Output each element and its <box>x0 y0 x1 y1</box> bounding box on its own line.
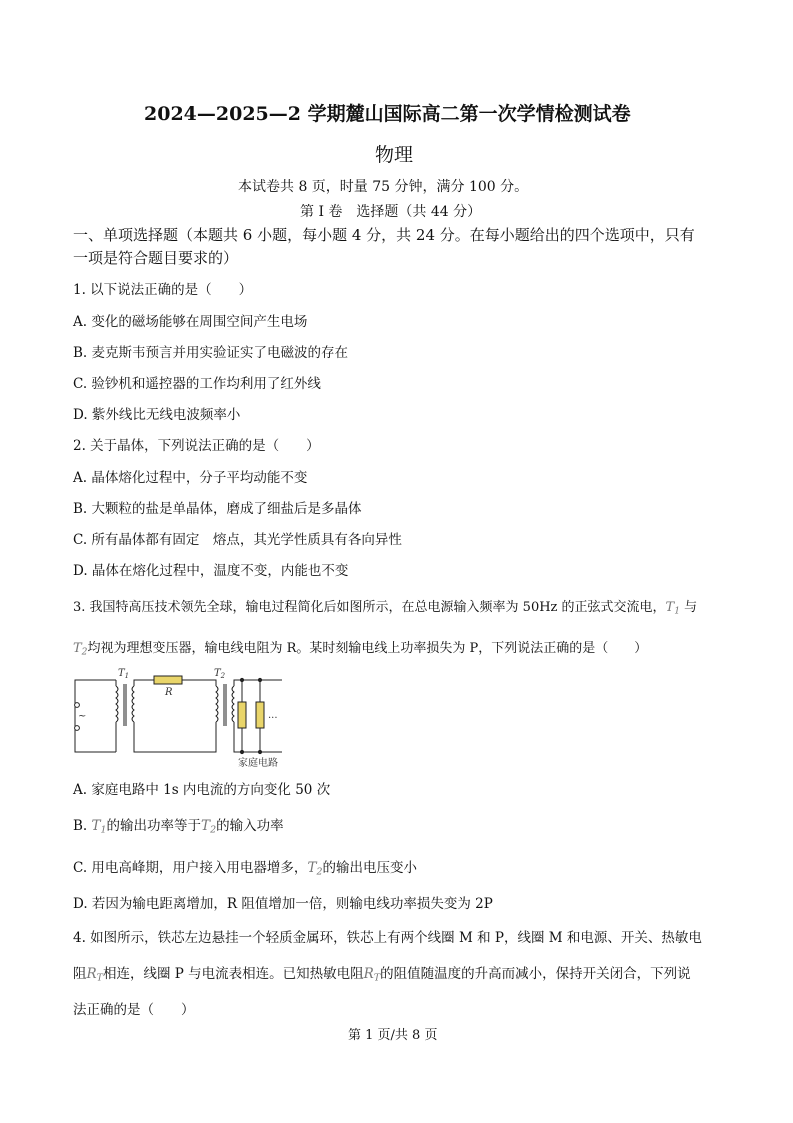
question-3-stem1-end: 与 <box>684 600 698 615</box>
question-3-option-b: B. $T_1$的输出功率等于$T_2$的输入功率 <box>73 818 284 836</box>
exam-info: 本试卷共 8 页，时量 75 分钟，满分 100 分。 <box>238 179 529 195</box>
exam-title: 2024—2025—2 学期麓山国际高二第一次学情检测试卷 <box>144 103 631 125</box>
question-3-option-a: A. 家庭电路中 1s 内电流的方向变化 50 次 <box>73 782 331 798</box>
question-3-option-d: D. 若因为输电距离增加，R 阻值增加一倍，则输电线功率损失变为 2P <box>73 896 493 912</box>
page-footer: 第 1 页/共 8 页 <box>348 1028 438 1043</box>
question-1-option-b: B. 麦克斯韦预言并用实验证实了电磁波的存在 <box>73 345 349 361</box>
fig-t2-label: $T_2$ <box>214 668 226 680</box>
b-t1-symbol: $T_1$ <box>91 818 107 836</box>
rt-symbol: $R_T$ <box>86 966 103 984</box>
source-tilde: ~ <box>78 711 87 722</box>
fig-t1-label: $T_1$ <box>118 668 130 680</box>
question-4-line1: 4. 如图所示，铁芯左边悬挂一个轻质金属环，铁芯上有两个线圈 M 和 P，线圈 M 和电源、开关、热敏电 <box>73 930 702 946</box>
question-1-option-d: D. 紫外线比无线电波频率小 <box>73 407 241 423</box>
fig-dots: ... <box>268 710 278 721</box>
question-3-stem1-text: 3. 我国特高压技术领先全球，输电过程简化后如图所示，在总电源输入频率为 50Hz 的正弦式交流电， <box>73 600 666 615</box>
rt-symbol-2: $R_T$ <box>363 966 381 984</box>
subject-title: 物理 <box>375 144 414 166</box>
question-2-stem: 2. 关于晶体，下列说法正确的是（ ） <box>73 438 320 454</box>
question-3-stem-line1 <box>73 596 697 616</box>
t1-symbol: $T_1$ <box>665 600 680 617</box>
question-3-stem-line2 <box>73 637 647 657</box>
section-intro-line2: 一项是符合题目要求的） <box>73 249 239 267</box>
question-4-line2: 阻$R_T$相连，线圈 P 与电流表相连。已知热敏电阻$R_T$的阻值随温度的升高而减小，保持开关闭合，下列说 <box>73 966 691 984</box>
transmission-circuit-figure <box>70 668 285 768</box>
question-2-option-d: D. 晶体在熔化过程中，温度不变，内能也不变 <box>73 563 349 579</box>
fig-caption: 家庭电路 <box>238 758 278 768</box>
question-3-stem2-text: 均视为理想变压器，输电线电阻为 R。某时刻输电线上功率损失为 P，下列说法正确的是（ ） <box>87 641 648 656</box>
section-intro-line1: 一、单项选择题（本题共 6 小题，每小题 4 分，共 24 分。在每小题给出的四个选项中，只有 <box>73 226 695 244</box>
question-1-option-a: A. 变化的磁场能够在周围空间产生电场 <box>73 314 308 330</box>
question-1-stem: 1. 以下说法正确的是（ ） <box>73 282 253 298</box>
b-t2-symbol: $T_2$ <box>201 818 217 836</box>
question-3-option-c: C. 用电高峰期，用户接入用电器增多，$T_2$的输出电压变小 <box>73 860 417 878</box>
c-t2-symbol: $T_2$ <box>307 860 323 878</box>
question-2-option-b: B. 大颗粒的盐是单晶体，磨成了细盐后是多晶体 <box>73 501 362 517</box>
t2-symbol: $T_2$ <box>73 641 88 658</box>
fig-r-label: R <box>165 687 173 698</box>
question-2-option-a: A. 晶体熔化过程中，分子平均动能不变 <box>73 470 308 486</box>
question-1-option-c: C. 验钞机和遥控器的工作均利用了红外线 <box>73 376 321 392</box>
section-heading: 第 I 卷 选择题（共 44 分） <box>300 204 482 220</box>
question-4-line3: 法正确的是（ ） <box>73 1002 195 1018</box>
question-2-option-c: C. 所有晶体都有固定 熔点，其光学性质具有各向异性 <box>73 532 402 548</box>
